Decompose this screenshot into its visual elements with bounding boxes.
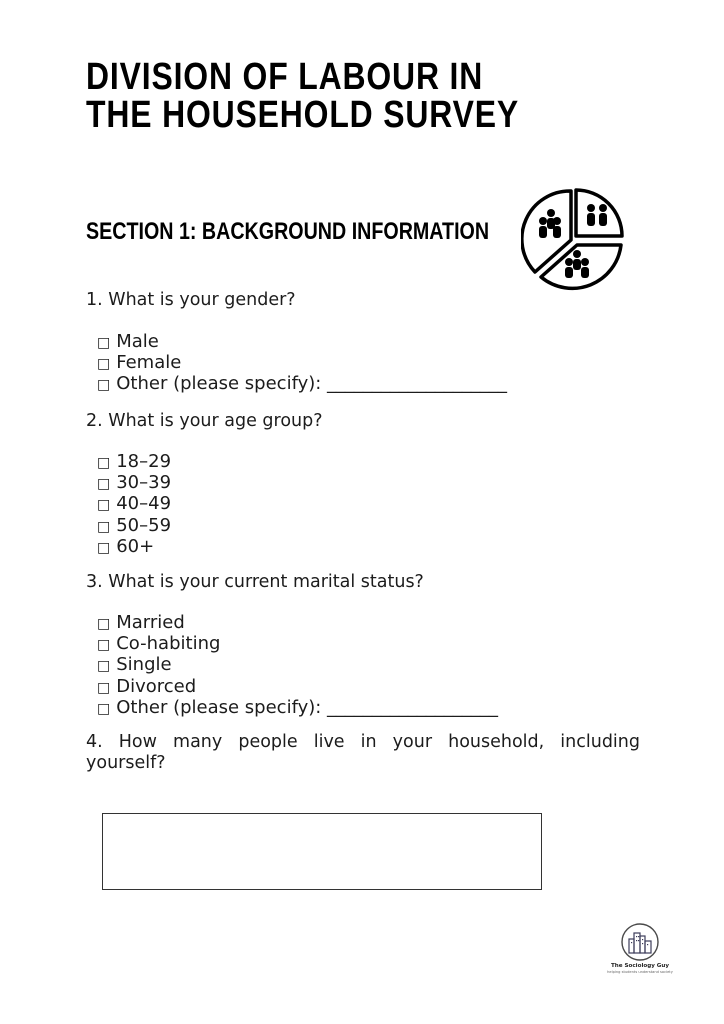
option-label: Married (116, 612, 185, 633)
checkbox-icon[interactable]: □ (97, 455, 111, 471)
option-other-gender[interactable] (97, 374, 507, 395)
option-label: Other (please specify): ____________________ (116, 373, 508, 395)
checkbox-icon[interactable]: □ (97, 497, 111, 514)
checkbox-icon[interactable]: □ (97, 539, 111, 556)
logo-tagline: helping students understand society (607, 970, 673, 974)
checkbox-icon[interactable]: □ (97, 658, 111, 675)
city-buildings-icon (620, 922, 660, 962)
question-1: 1. What is your gender? (86, 290, 296, 310)
option-label: Single (116, 654, 172, 676)
option-label: 18–29 (116, 451, 172, 472)
question-3: 3. What is your current marital status? (86, 572, 424, 592)
option-male[interactable] (97, 332, 507, 353)
checkbox-icon[interactable]: □ (97, 700, 111, 717)
option-label: 30–39 (116, 472, 172, 494)
checkbox-icon[interactable]: □ (97, 616, 111, 632)
option-label: Male (116, 331, 159, 352)
option-age-18-29[interactable] (97, 452, 171, 473)
survey-title-line-2: THE HOUSEHOLD SURVEY (86, 94, 520, 136)
checkbox-icon[interactable]: □ (97, 679, 111, 696)
pie-chart-people-icon (521, 188, 625, 292)
gender-options (97, 332, 507, 396)
household-size-answer-box[interactable] (102, 813, 542, 890)
age-options (97, 452, 171, 558)
logo-name: The Sociology Guy (610, 963, 670, 969)
option-married[interactable] (97, 613, 498, 634)
checkbox-icon[interactable]: □ (97, 356, 111, 373)
checkbox-icon[interactable]: □ (97, 476, 111, 493)
option-age-60-plus[interactable] (97, 537, 171, 558)
question-4: 4. How many people live in your household, including yourself? (86, 732, 640, 773)
survey-title-line-1: DIVISION OF LABOUR IN (86, 56, 484, 98)
option-co-habiting[interactable] (97, 634, 498, 655)
option-label: 50–59 (116, 514, 172, 536)
survey-title (86, 56, 520, 136)
option-label: Other (please specify): ___________________ (116, 696, 499, 718)
option-label: 40–49 (116, 493, 172, 515)
option-female[interactable] (97, 353, 507, 374)
section-heading: SECTION 1: BACKGROUND INFORMATION (86, 218, 490, 245)
marital-status-options (97, 613, 498, 719)
checkbox-icon[interactable]: □ (97, 377, 111, 394)
checkbox-icon[interactable]: □ (97, 518, 111, 535)
checkbox-icon[interactable]: □ (97, 335, 111, 351)
option-other-status[interactable] (97, 698, 498, 719)
checkbox-icon[interactable]: □ (97, 637, 111, 654)
option-age-50-59[interactable] (97, 516, 171, 537)
question-2: 2. What is your age group? (86, 411, 323, 431)
option-age-30-39[interactable] (97, 473, 171, 494)
option-label: Female (116, 352, 182, 374)
option-label: Divorced (116, 675, 197, 697)
option-age-40-49[interactable] (97, 494, 171, 515)
option-divorced[interactable] (97, 677, 498, 698)
sociology-guy-logo (606, 922, 674, 982)
option-label: 60+ (116, 535, 155, 557)
option-single[interactable] (97, 655, 498, 676)
option-label: Co-habiting (116, 633, 221, 655)
